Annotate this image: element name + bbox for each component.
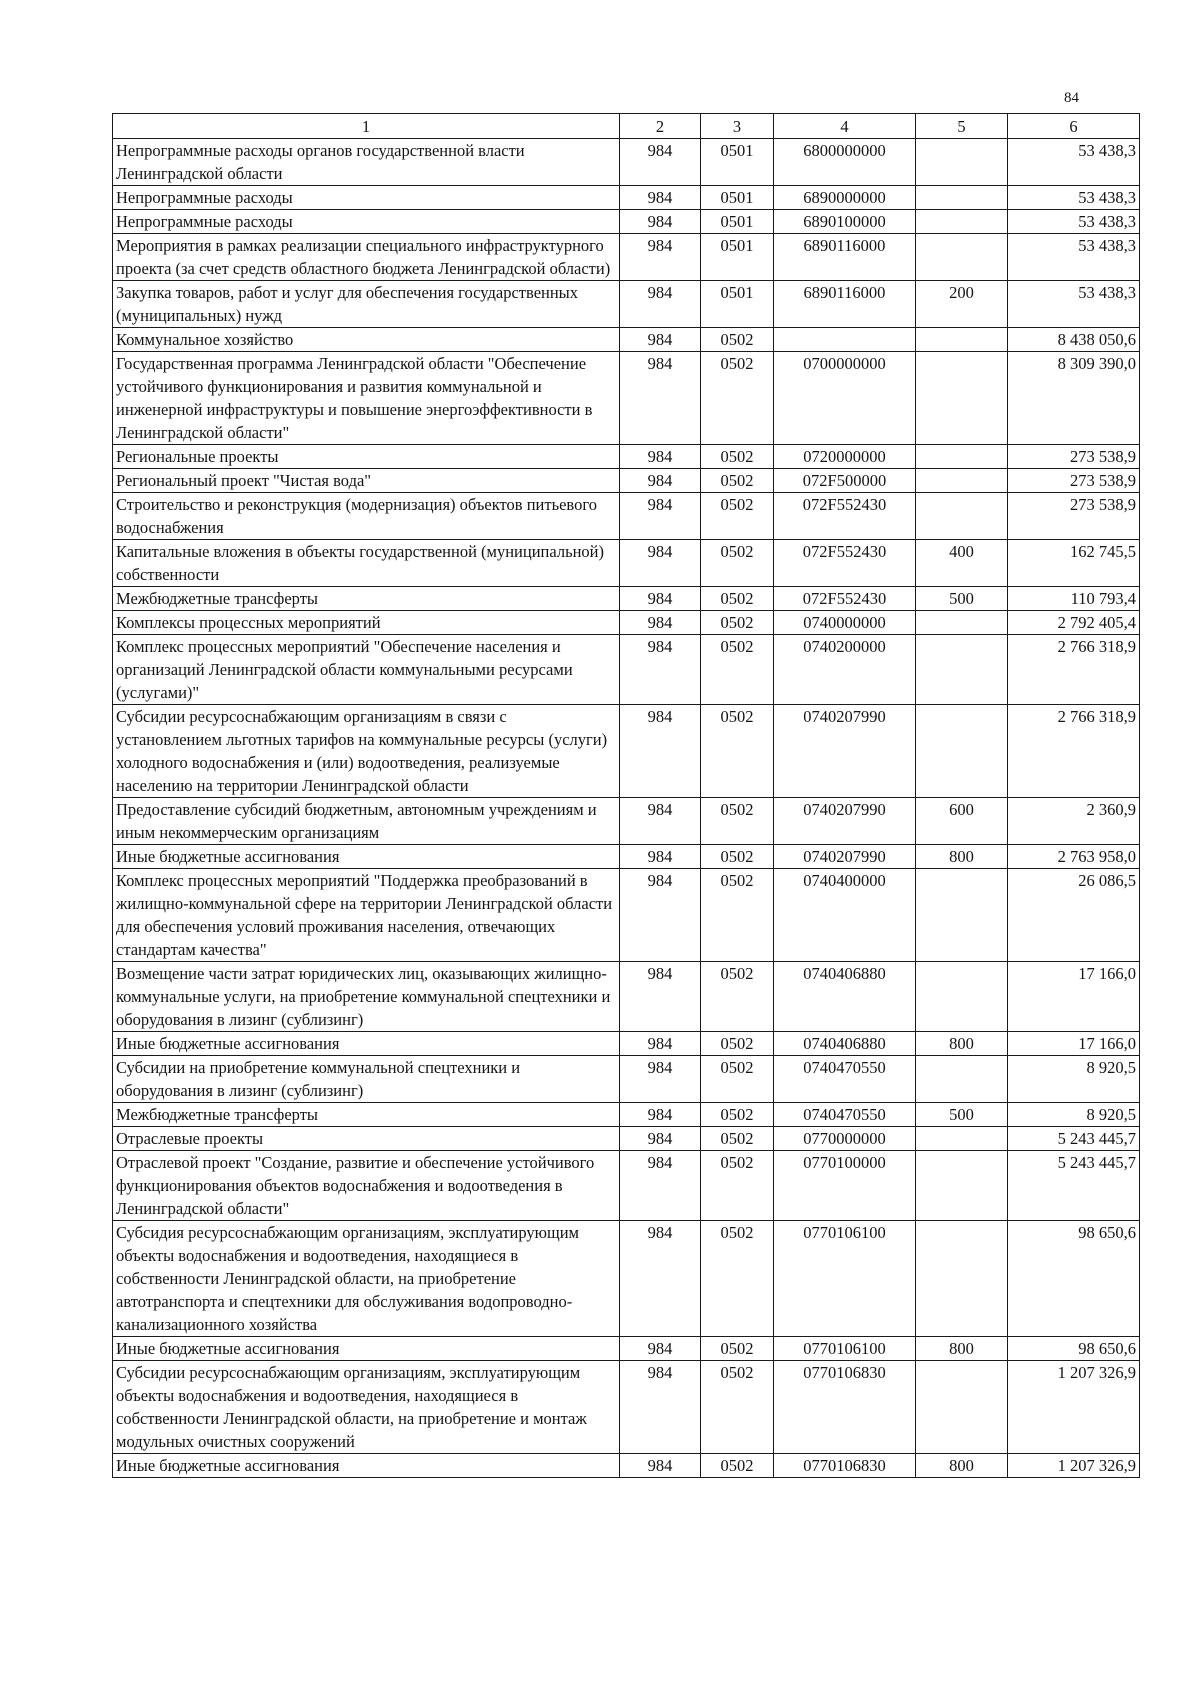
ministry-code-cell: 984 bbox=[620, 635, 701, 705]
amount-cell: 1 207 326,9 bbox=[1008, 1454, 1140, 1478]
amount-cell: 53 438,3 bbox=[1008, 281, 1140, 328]
expense-type-cell: 800 bbox=[916, 845, 1008, 869]
section-code-cell: 0501 bbox=[701, 210, 774, 234]
amount-cell: 98 650,6 bbox=[1008, 1221, 1140, 1337]
section-code-cell: 0502 bbox=[701, 798, 774, 845]
table-row bbox=[113, 1127, 1140, 1151]
target-article-cell: 0770100000 bbox=[774, 1151, 916, 1221]
table-row bbox=[113, 1032, 1140, 1056]
row-name-cell: Иные бюджетные ассигнования bbox=[113, 1032, 620, 1056]
row-name-cell: Возмещение части затрат юридических лиц, оказывающих жилищно-коммунальные услуги, на приобретение коммунальной спецтехники и оборудования в лизинг (сублизинг) bbox=[113, 962, 620, 1032]
table-row bbox=[113, 493, 1140, 540]
ministry-code-cell: 984 bbox=[620, 540, 701, 587]
row-name-cell: Капитальные вложения в объекты государственной (муниципальной) собственности bbox=[113, 540, 620, 587]
section-code-cell: 0502 bbox=[701, 1361, 774, 1454]
header-col-6: 6 bbox=[1008, 114, 1140, 139]
expense-type-cell: 500 bbox=[916, 587, 1008, 611]
table-row bbox=[113, 845, 1140, 869]
expense-type-cell: 800 bbox=[916, 1337, 1008, 1361]
amount-cell: 53 438,3 bbox=[1008, 139, 1140, 186]
target-article-cell: 0770000000 bbox=[774, 1127, 916, 1151]
target-article-cell: 0770106830 bbox=[774, 1361, 916, 1454]
target-article-cell: 0700000000 bbox=[774, 352, 916, 445]
amount-cell: 8 920,5 bbox=[1008, 1103, 1140, 1127]
section-code-cell: 0502 bbox=[701, 962, 774, 1032]
amount-cell: 2 766 318,9 bbox=[1008, 635, 1140, 705]
row-name-cell: Отраслевые проекты bbox=[113, 1127, 620, 1151]
amount-cell: 273 538,9 bbox=[1008, 469, 1140, 493]
section-code-cell: 0502 bbox=[701, 587, 774, 611]
expense-type-cell: 600 bbox=[916, 798, 1008, 845]
target-article-cell: 0770106100 bbox=[774, 1337, 916, 1361]
row-name-cell: Государственная программа Ленинградской области "Обеспечение устойчивого функционирования и развития коммунальной и инженерной инфраструктуры и повышение энергоэффективности в Ленинградской области" bbox=[113, 352, 620, 445]
ministry-code-cell: 984 bbox=[620, 139, 701, 186]
amount-cell: 53 438,3 bbox=[1008, 210, 1140, 234]
table-row bbox=[113, 281, 1140, 328]
ministry-code-cell: 984 bbox=[620, 705, 701, 798]
table-row bbox=[113, 186, 1140, 210]
ministry-code-cell: 984 bbox=[620, 210, 701, 234]
row-name-cell: Непрограммные расходы bbox=[113, 186, 620, 210]
row-name-cell: Региональные проекты bbox=[113, 445, 620, 469]
target-article-cell: 0740400000 bbox=[774, 869, 916, 962]
target-article-cell: 072F552430 bbox=[774, 493, 916, 540]
page-number: 84 bbox=[1064, 90, 1079, 106]
target-article-cell: 0740406880 bbox=[774, 1032, 916, 1056]
row-name-cell: Иные бюджетные ассигнования bbox=[113, 1454, 620, 1478]
target-article-cell: 0740207990 bbox=[774, 798, 916, 845]
amount-cell: 26 086,5 bbox=[1008, 869, 1140, 962]
target-article-cell: 0740200000 bbox=[774, 635, 916, 705]
expense-type-cell bbox=[916, 493, 1008, 540]
row-name-cell: Субсидии на приобретение коммунальной спецтехники и оборудования в лизинг (сублизинг) bbox=[113, 1056, 620, 1103]
section-code-cell: 0502 bbox=[701, 869, 774, 962]
row-name-cell: Иные бюджетные ассигнования bbox=[113, 845, 620, 869]
ministry-code-cell: 984 bbox=[620, 352, 701, 445]
ministry-code-cell: 984 bbox=[620, 281, 701, 328]
section-code-cell: 0501 bbox=[701, 186, 774, 210]
amount-cell: 5 243 445,7 bbox=[1008, 1127, 1140, 1151]
row-name-cell: Строительство и реконструкция (модернизация) объектов питьевого водоснабжения bbox=[113, 493, 620, 540]
ministry-code-cell: 984 bbox=[620, 1103, 701, 1127]
ministry-code-cell: 984 bbox=[620, 611, 701, 635]
table-row bbox=[113, 1221, 1140, 1337]
ministry-code-cell: 984 bbox=[620, 1056, 701, 1103]
section-code-cell: 0501 bbox=[701, 234, 774, 281]
table-row bbox=[113, 328, 1140, 352]
expense-type-cell bbox=[916, 186, 1008, 210]
row-name-cell: Непрограммные расходы bbox=[113, 210, 620, 234]
target-article-cell: 0740000000 bbox=[774, 611, 916, 635]
amount-cell: 162 745,5 bbox=[1008, 540, 1140, 587]
ministry-code-cell: 984 bbox=[620, 1032, 701, 1056]
ministry-code-cell: 984 bbox=[620, 1151, 701, 1221]
table-row bbox=[113, 540, 1140, 587]
section-code-cell: 0501 bbox=[701, 281, 774, 328]
target-article-cell: 6890000000 bbox=[774, 186, 916, 210]
ministry-code-cell: 984 bbox=[620, 1337, 701, 1361]
amount-cell: 53 438,3 bbox=[1008, 186, 1140, 210]
expense-type-cell bbox=[916, 635, 1008, 705]
amount-cell: 53 438,3 bbox=[1008, 234, 1140, 281]
target-article-cell: 0770106100 bbox=[774, 1221, 916, 1337]
ministry-code-cell: 984 bbox=[620, 469, 701, 493]
ministry-code-cell: 984 bbox=[620, 1127, 701, 1151]
expense-type-cell bbox=[916, 962, 1008, 1032]
ministry-code-cell: 984 bbox=[620, 493, 701, 540]
expense-type-cell bbox=[916, 1221, 1008, 1337]
section-code-cell: 0502 bbox=[701, 469, 774, 493]
header-col-1: 1 bbox=[113, 114, 620, 139]
row-name-cell: Субсидии ресурсоснабжающим организациям, эксплуатирующим объекты водоснабжения и водоотведения, находящиеся в собственности Ленинградской области, на приобретение и монтаж модульных очистных сооружений bbox=[113, 1361, 620, 1454]
row-name-cell: Комплекс процессных мероприятий "Поддержка преобразований в жилищно-коммунальной сфере на территории Ленинградской области для обеспечения условий проживания населения, отвечающих стандартам качества" bbox=[113, 869, 620, 962]
row-name-cell: Комплексы процессных мероприятий bbox=[113, 611, 620, 635]
target-article-cell: 0740470550 bbox=[774, 1103, 916, 1127]
ministry-code-cell: 984 bbox=[620, 869, 701, 962]
amount-cell: 2 763 958,0 bbox=[1008, 845, 1140, 869]
section-code-cell: 0502 bbox=[701, 1151, 774, 1221]
ministry-code-cell: 984 bbox=[620, 962, 701, 1032]
ministry-code-cell: 984 bbox=[620, 234, 701, 281]
row-name-cell: Комплекс процессных мероприятий "Обеспечение населения и организаций Ленинградской области коммунальными ресурсами (услугами)" bbox=[113, 635, 620, 705]
row-name-cell: Мероприятия в рамках реализации специального инфраструктурного проекта (за счет средств областного бюджета Ленинградской области) bbox=[113, 234, 620, 281]
table-row bbox=[113, 611, 1140, 635]
table-row bbox=[113, 798, 1140, 845]
table-row bbox=[113, 1337, 1140, 1361]
expense-type-cell bbox=[916, 869, 1008, 962]
ministry-code-cell: 984 bbox=[620, 445, 701, 469]
section-code-cell: 0502 bbox=[701, 705, 774, 798]
section-code-cell: 0502 bbox=[701, 845, 774, 869]
target-article-cell: 0740470550 bbox=[774, 1056, 916, 1103]
row-name-cell: Коммунальное хозяйство bbox=[113, 328, 620, 352]
table-row bbox=[113, 635, 1140, 705]
expense-type-cell: 200 bbox=[916, 281, 1008, 328]
section-code-cell: 0502 bbox=[701, 493, 774, 540]
section-code-cell: 0502 bbox=[701, 1454, 774, 1478]
section-code-cell: 0502 bbox=[701, 1103, 774, 1127]
expense-type-cell bbox=[916, 705, 1008, 798]
header-col-3: 3 bbox=[701, 114, 774, 139]
expense-type-cell bbox=[916, 210, 1008, 234]
table-row bbox=[113, 1361, 1140, 1454]
amount-cell: 2 360,9 bbox=[1008, 798, 1140, 845]
amount-cell: 17 166,0 bbox=[1008, 1032, 1140, 1056]
budget-table bbox=[112, 113, 1140, 1478]
table-row bbox=[113, 1103, 1140, 1127]
section-code-cell: 0502 bbox=[701, 635, 774, 705]
section-code-cell: 0502 bbox=[701, 540, 774, 587]
table-row bbox=[113, 1151, 1140, 1221]
expense-type-cell bbox=[916, 1151, 1008, 1221]
section-code-cell: 0502 bbox=[701, 445, 774, 469]
amount-cell: 5 243 445,7 bbox=[1008, 1151, 1140, 1221]
table-row bbox=[113, 210, 1140, 234]
expense-type-cell: 500 bbox=[916, 1103, 1008, 1127]
section-code-cell: 0502 bbox=[701, 352, 774, 445]
ministry-code-cell: 984 bbox=[620, 1221, 701, 1337]
table-row bbox=[113, 1056, 1140, 1103]
expense-type-cell bbox=[916, 139, 1008, 186]
amount-cell: 2 792 405,4 bbox=[1008, 611, 1140, 635]
header-col-2: 2 bbox=[620, 114, 701, 139]
amount-cell: 110 793,4 bbox=[1008, 587, 1140, 611]
amount-cell: 1 207 326,9 bbox=[1008, 1361, 1140, 1454]
target-article-cell: 072F500000 bbox=[774, 469, 916, 493]
amount-cell: 273 538,9 bbox=[1008, 445, 1140, 469]
section-code-cell: 0502 bbox=[701, 611, 774, 635]
section-code-cell: 0502 bbox=[701, 1337, 774, 1361]
row-name-cell: Региональный проект "Чистая вода" bbox=[113, 469, 620, 493]
amount-cell: 8 920,5 bbox=[1008, 1056, 1140, 1103]
amount-cell: 8 438 050,6 bbox=[1008, 328, 1140, 352]
expense-type-cell bbox=[916, 1361, 1008, 1454]
target-article-cell: 0740406880 bbox=[774, 962, 916, 1032]
row-name-cell: Субсидии ресурсоснабжающим организациям в связи с установлением льготных тарифов на коммунальные ресурсы (услуги) холодного водоснабжения и (или) водоотведения, реализуемые населению на территории Ленинградской области bbox=[113, 705, 620, 798]
table-row bbox=[113, 587, 1140, 611]
expense-type-cell: 800 bbox=[916, 1454, 1008, 1478]
expense-type-cell bbox=[916, 469, 1008, 493]
table-body bbox=[113, 139, 1140, 1478]
expense-type-cell bbox=[916, 1056, 1008, 1103]
ministry-code-cell: 984 bbox=[620, 1454, 701, 1478]
target-article-cell bbox=[774, 328, 916, 352]
target-article-cell: 0770106830 bbox=[774, 1454, 916, 1478]
target-article-cell: 6890116000 bbox=[774, 234, 916, 281]
expense-type-cell: 400 bbox=[916, 540, 1008, 587]
table-row bbox=[113, 1454, 1140, 1478]
header-col-4: 4 bbox=[774, 114, 916, 139]
header-col-5: 5 bbox=[916, 114, 1008, 139]
expense-type-cell: 800 bbox=[916, 1032, 1008, 1056]
table-row bbox=[113, 705, 1140, 798]
section-code-cell: 0502 bbox=[701, 1127, 774, 1151]
target-article-cell: 072F552430 bbox=[774, 540, 916, 587]
amount-cell: 8 309 390,0 bbox=[1008, 352, 1140, 445]
row-name-cell: Межбюджетные трансферты bbox=[113, 587, 620, 611]
table-header-row bbox=[113, 114, 1140, 139]
expense-type-cell bbox=[916, 352, 1008, 445]
row-name-cell: Иные бюджетные ассигнования bbox=[113, 1337, 620, 1361]
target-article-cell: 0740207990 bbox=[774, 705, 916, 798]
table-row bbox=[113, 469, 1140, 493]
ministry-code-cell: 984 bbox=[620, 1361, 701, 1454]
ministry-code-cell: 984 bbox=[620, 845, 701, 869]
target-article-cell: 072F552430 bbox=[774, 587, 916, 611]
expense-type-cell bbox=[916, 611, 1008, 635]
ministry-code-cell: 984 bbox=[620, 587, 701, 611]
ministry-code-cell: 984 bbox=[620, 186, 701, 210]
section-code-cell: 0502 bbox=[701, 1032, 774, 1056]
ministry-code-cell: 984 bbox=[620, 798, 701, 845]
row-name-cell: Межбюджетные трансферты bbox=[113, 1103, 620, 1127]
amount-cell: 17 166,0 bbox=[1008, 962, 1140, 1032]
section-code-cell: 0502 bbox=[701, 328, 774, 352]
section-code-cell: 0502 bbox=[701, 1221, 774, 1337]
row-name-cell: Непрограммные расходы органов государственной власти Ленинградской области bbox=[113, 139, 620, 186]
expense-type-cell bbox=[916, 1127, 1008, 1151]
amount-cell: 98 650,6 bbox=[1008, 1337, 1140, 1361]
section-code-cell: 0501 bbox=[701, 139, 774, 186]
target-article-cell: 6890116000 bbox=[774, 281, 916, 328]
row-name-cell: Предоставление субсидий бюджетным, автономным учреждениям и иным некоммерческим организациям bbox=[113, 798, 620, 845]
expense-type-cell bbox=[916, 234, 1008, 281]
table-row bbox=[113, 962, 1140, 1032]
expense-type-cell bbox=[916, 328, 1008, 352]
row-name-cell: Субсидия ресурсоснабжающим организациям, эксплуатирующим объекты водоснабжения и водоотведения, находящиеся в собственности Ленинградской области, на приобретение автотранспорта и спецтехники для обслуживания водопроводно-канализационного хозяйства bbox=[113, 1221, 620, 1337]
target-article-cell: 0740207990 bbox=[774, 845, 916, 869]
table-row bbox=[113, 869, 1140, 962]
expense-type-cell bbox=[916, 445, 1008, 469]
row-name-cell: Отраслевой проект "Создание, развитие и обеспечение устойчивого функционирования объектов водоснабжения и водоотведения в Ленинградской области" bbox=[113, 1151, 620, 1221]
ministry-code-cell: 984 bbox=[620, 328, 701, 352]
table-row bbox=[113, 445, 1140, 469]
target-article-cell: 6890100000 bbox=[774, 210, 916, 234]
target-article-cell: 0720000000 bbox=[774, 445, 916, 469]
target-article-cell: 6800000000 bbox=[774, 139, 916, 186]
section-code-cell: 0502 bbox=[701, 1056, 774, 1103]
table-row bbox=[113, 139, 1140, 186]
table-row bbox=[113, 234, 1140, 281]
row-name-cell: Закупка товаров, работ и услуг для обеспечения государственных (муниципальных) нужд bbox=[113, 281, 620, 328]
amount-cell: 2 766 318,9 bbox=[1008, 705, 1140, 798]
amount-cell: 273 538,9 bbox=[1008, 493, 1140, 540]
table-row bbox=[113, 352, 1140, 445]
